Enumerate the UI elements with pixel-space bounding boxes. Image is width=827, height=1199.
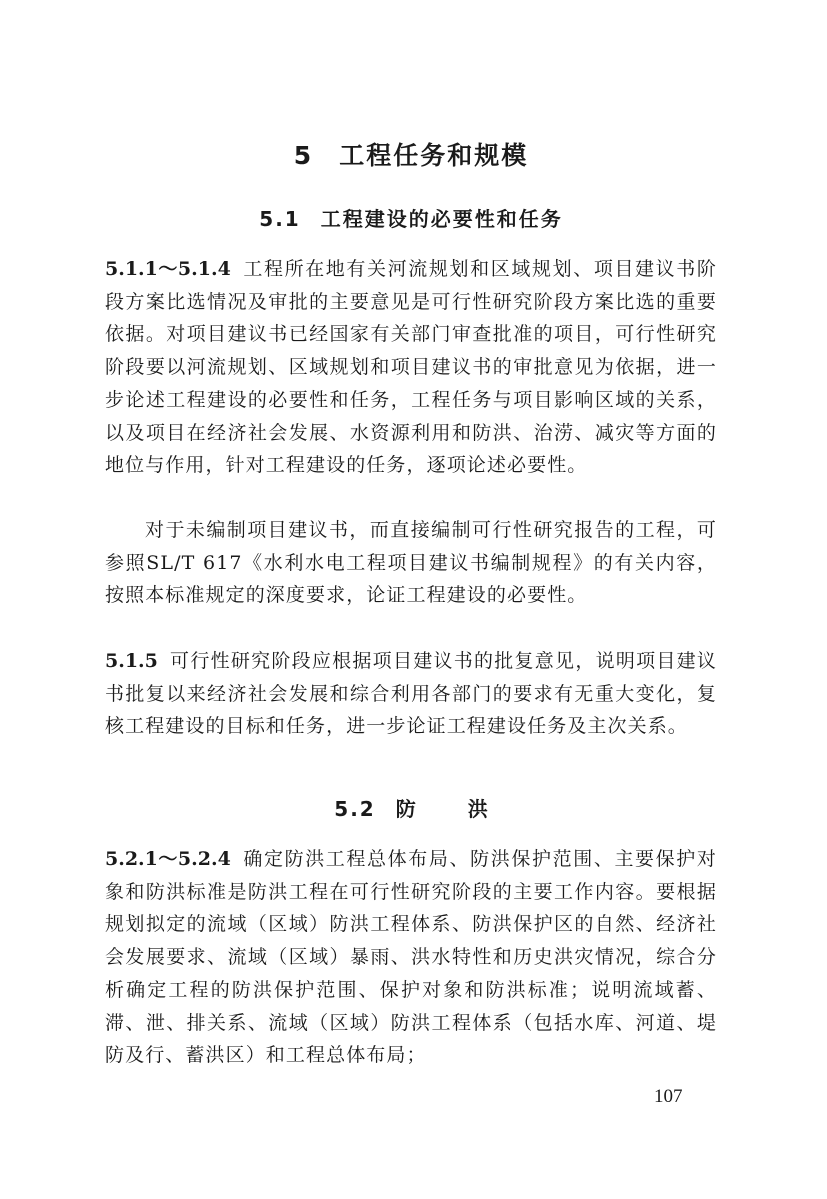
paragraph-text: 可行性研究阶段应根据项目建议书的批复意见，说明项目建议书批复以来经济社会发展和综合利用各部门的要求有无重大变化，复核工程建设的目标和任务，进一步论证工程建设任务及主次关系。 [105, 650, 717, 738]
paragraph-5-1-5 [105, 645, 717, 743]
paragraph-5-1-1-to-5-1-4 [105, 253, 717, 482]
page-number: 107 [654, 1086, 683, 1107]
paragraph-text: 对于未编制项目建议书，而直接编制可行性研究报告的工程，可参照SL/T 617《水利水电工程项目建议书编制规程》的有关内容，按照本标准规定的深度要求，论证工程建设的必要性。 [105, 519, 717, 607]
paragraph-no-proposal [105, 514, 717, 612]
section-title-text: 工程建设的必要性和任务 [320, 207, 563, 231]
section-heading-5-2 [105, 793, 717, 822]
clause-number: 5.1.1～5.1.4 [105, 258, 231, 280]
chapter-title-text: 工程任务和规模 [339, 141, 529, 170]
paragraph-text: 工程所在地有关河流规划和区域规划、项目建议书阶段方案比选情况及审批的主要意见是可行性研究阶段方案比选的重要依据。对项目建议书已经国家有关部门审查批准的项目，可行性研究阶段要以河流规划、区域规划和项目建议书的审批意见为依据，进一步论述工程建设的必要性和任务，工程任务与项目影响区域的关系，以及项目在经济社会发展、水资源利用和防洪、治涝、减灾等方面的地位与作用，针对工程建设的任务，逐项论述必要性。 [105, 258, 718, 477]
clause-number: 5.2.1～5.2.4 [105, 848, 231, 870]
section-number: 5.1 [259, 207, 301, 231]
chapter-title [105, 136, 717, 172]
paragraph-5-2-1-to-5-2-4 [105, 843, 717, 1072]
section-heading-5-1 [105, 203, 717, 232]
paragraph-text: 确定防洪工程总体布局、防洪保护范围、主要保护对象和防洪标准是防洪工程在可行性研究阶段的主要工作内容。要根据规划拟定的流域（区域）防洪工程体系、防洪保护区的自然、经济社会发展要求、流域（区域）暴雨、洪水特性和历史洪灾情况，综合分析确定工程的防洪保护范围、保护对象和防洪标准；说明流域蓄、滞、泄、排关系、流域（区域）防洪工程体系（包括水库、河道、堤防及行、蓄洪区）和工程总体布局； [105, 848, 718, 1067]
chapter-number: 5 [293, 141, 314, 170]
section-number: 5.2 [334, 797, 376, 821]
section-title-text: 防洪 [395, 797, 540, 821]
clause-number: 5.1.5 [105, 650, 158, 672]
